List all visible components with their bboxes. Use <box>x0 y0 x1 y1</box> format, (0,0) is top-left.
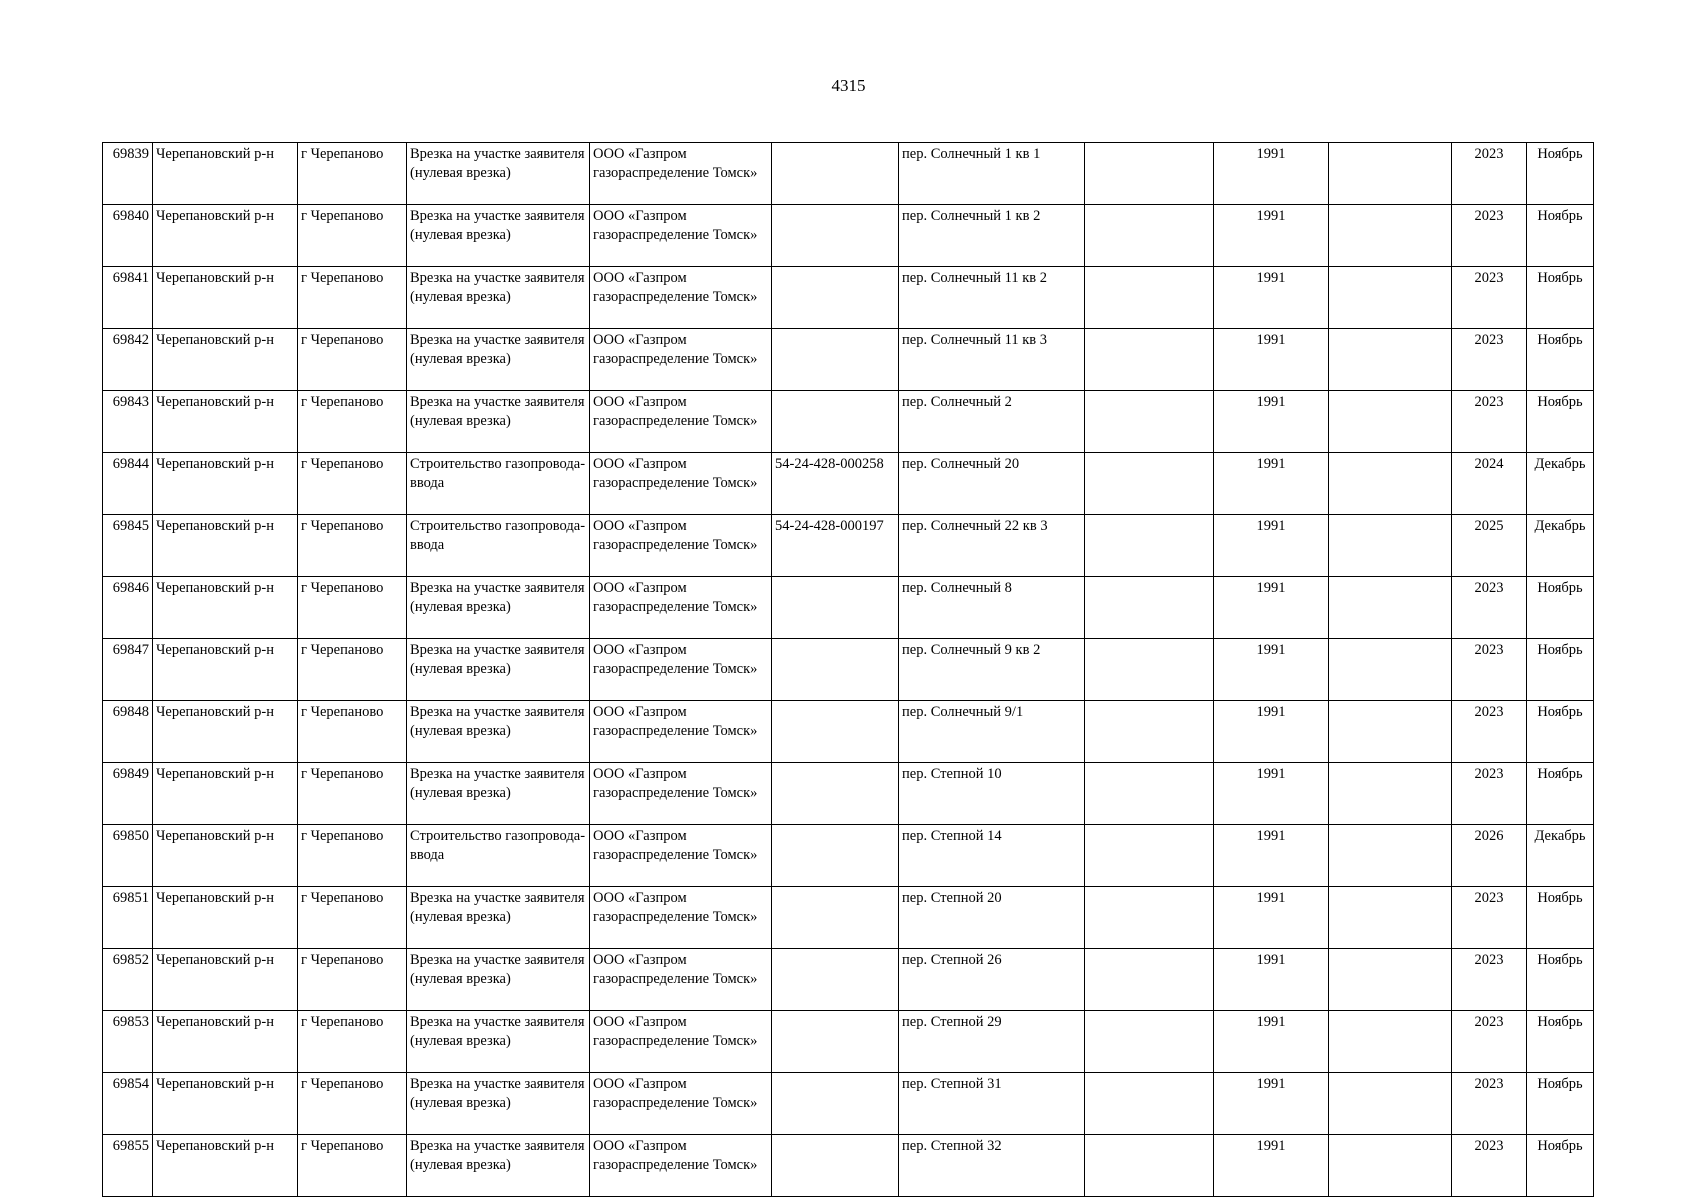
cell-id: 69855 <box>103 1135 153 1197</box>
cell-locality: г Черепаново <box>298 763 407 825</box>
cell-empty <box>1085 949 1214 1011</box>
cell-year-built: 1991 <box>1214 205 1329 267</box>
cell-empty <box>1085 639 1214 701</box>
cell-work-type: Врезка на участке заявителя (нулевая врезка) <box>407 763 590 825</box>
cell-address: пер. Солнечный 9 кв 2 <box>899 639 1085 701</box>
cell-organization: ООО «Газпром газораспределение Томск» <box>590 205 772 267</box>
cell-empty <box>1329 329 1452 391</box>
cell-work-type: Врезка на участке заявителя (нулевая врезка) <box>407 887 590 949</box>
cell-empty <box>1085 1135 1214 1197</box>
table-row <box>103 577 1594 639</box>
cell-empty <box>1329 639 1452 701</box>
cell-plan-year: 2023 <box>1452 391 1527 453</box>
cell-district: Черепановский р-н <box>153 329 298 391</box>
table-row <box>103 639 1594 701</box>
cell-id: 69843 <box>103 391 153 453</box>
table-row <box>103 1135 1594 1197</box>
cell-plan-month: Ноябрь <box>1527 1135 1594 1197</box>
cell-plan-year: 2023 <box>1452 701 1527 763</box>
cell-year-built: 1991 <box>1214 577 1329 639</box>
cell-empty <box>1085 887 1214 949</box>
cell-plan-month: Ноябрь <box>1527 763 1594 825</box>
cell-address: пер. Солнечный 2 <box>899 391 1085 453</box>
cell-address: пер. Солнечный 20 <box>899 453 1085 515</box>
cell-plan-year: 2023 <box>1452 329 1527 391</box>
cell-cadastral-number <box>772 391 899 453</box>
cell-empty <box>1085 205 1214 267</box>
cell-locality: г Черепаново <box>298 949 407 1011</box>
cell-work-type: Врезка на участке заявителя (нулевая врезка) <box>407 1073 590 1135</box>
cell-cadastral-number <box>772 1073 899 1135</box>
table-row <box>103 763 1594 825</box>
cell-cadastral-number: 54-24-428-000258 <box>772 453 899 515</box>
cell-plan-month: Ноябрь <box>1527 143 1594 205</box>
cell-address: пер. Солнечный 1 кв 1 <box>899 143 1085 205</box>
cell-district: Черепановский р-н <box>153 1011 298 1073</box>
cell-empty <box>1329 577 1452 639</box>
cell-empty <box>1329 453 1452 515</box>
cell-year-built: 1991 <box>1214 267 1329 329</box>
table-row <box>103 267 1594 329</box>
cell-locality: г Черепаново <box>298 639 407 701</box>
cell-organization: ООО «Газпром газораспределение Томск» <box>590 1135 772 1197</box>
cell-plan-year: 2023 <box>1452 267 1527 329</box>
cell-plan-year: 2023 <box>1452 1073 1527 1135</box>
cell-locality: г Черепаново <box>298 329 407 391</box>
cell-id: 69844 <box>103 453 153 515</box>
cell-work-type: Строительство газопровода-ввода <box>407 515 590 577</box>
table-row <box>103 825 1594 887</box>
table-row <box>103 949 1594 1011</box>
cell-plan-year: 2025 <box>1452 515 1527 577</box>
cell-empty <box>1085 143 1214 205</box>
cell-work-type: Строительство газопровода-ввода <box>407 825 590 887</box>
cell-year-built: 1991 <box>1214 1135 1329 1197</box>
table-row <box>103 515 1594 577</box>
cell-empty <box>1329 1135 1452 1197</box>
table-row <box>103 453 1594 515</box>
cell-cadastral-number: 54-24-428-000197 <box>772 515 899 577</box>
cell-cadastral-number <box>772 763 899 825</box>
cell-work-type: Врезка на участке заявителя (нулевая врезка) <box>407 329 590 391</box>
cell-locality: г Черепаново <box>298 577 407 639</box>
cell-work-type: Врезка на участке заявителя (нулевая врезка) <box>407 949 590 1011</box>
cell-id: 69839 <box>103 143 153 205</box>
cell-district: Черепановский р-н <box>153 515 298 577</box>
cell-district: Черепановский р-н <box>153 143 298 205</box>
cell-district: Черепановский р-н <box>153 1135 298 1197</box>
cell-empty <box>1329 949 1452 1011</box>
cell-year-built: 1991 <box>1214 701 1329 763</box>
cell-empty <box>1085 453 1214 515</box>
cell-empty <box>1085 1073 1214 1135</box>
cell-work-type: Врезка на участке заявителя (нулевая врезка) <box>407 639 590 701</box>
cell-work-type: Врезка на участке заявителя (нулевая врезка) <box>407 1135 590 1197</box>
cell-plan-month: Ноябрь <box>1527 329 1594 391</box>
cell-cadastral-number <box>772 887 899 949</box>
cell-plan-month: Декабрь <box>1527 515 1594 577</box>
cell-empty <box>1329 701 1452 763</box>
cell-empty <box>1085 391 1214 453</box>
cell-address: пер. Степной 29 <box>899 1011 1085 1073</box>
cell-plan-year: 2023 <box>1452 143 1527 205</box>
cell-district: Черепановский р-н <box>153 577 298 639</box>
cell-id: 69841 <box>103 267 153 329</box>
cell-locality: г Черепаново <box>298 515 407 577</box>
cell-organization: ООО «Газпром газораспределение Томск» <box>590 887 772 949</box>
cell-empty <box>1085 763 1214 825</box>
table-row <box>103 329 1594 391</box>
cell-address: пер. Солнечный 22 кв 3 <box>899 515 1085 577</box>
cell-district: Черепановский р-н <box>153 701 298 763</box>
cell-work-type: Врезка на участке заявителя (нулевая врезка) <box>407 391 590 453</box>
cell-address: пер. Солнечный 11 кв 3 <box>899 329 1085 391</box>
cell-address: пер. Солнечный 9/1 <box>899 701 1085 763</box>
cell-id: 69840 <box>103 205 153 267</box>
cell-id: 69845 <box>103 515 153 577</box>
cell-empty <box>1329 515 1452 577</box>
cell-address: пер. Солнечный 1 кв 2 <box>899 205 1085 267</box>
cell-work-type: Врезка на участке заявителя (нулевая врезка) <box>407 143 590 205</box>
cell-year-built: 1991 <box>1214 763 1329 825</box>
cell-locality: г Черепаново <box>298 267 407 329</box>
cell-organization: ООО «Газпром газораспределение Томск» <box>590 267 772 329</box>
cell-organization: ООО «Газпром газораспределение Томск» <box>590 825 772 887</box>
cell-organization: ООО «Газпром газораспределение Томск» <box>590 701 772 763</box>
cell-plan-year: 2023 <box>1452 639 1527 701</box>
cell-locality: г Черепаново <box>298 1073 407 1135</box>
cell-empty <box>1085 701 1214 763</box>
cell-plan-year: 2023 <box>1452 949 1527 1011</box>
cell-organization: ООО «Газпром газораспределение Томск» <box>590 143 772 205</box>
cell-plan-month: Ноябрь <box>1527 577 1594 639</box>
cell-district: Черепановский р-н <box>153 267 298 329</box>
cell-year-built: 1991 <box>1214 453 1329 515</box>
cell-locality: г Черепаново <box>298 825 407 887</box>
cell-cadastral-number <box>772 639 899 701</box>
cell-year-built: 1991 <box>1214 639 1329 701</box>
cell-cadastral-number <box>772 143 899 205</box>
cell-empty <box>1329 825 1452 887</box>
cell-work-type: Врезка на участке заявителя (нулевая врезка) <box>407 205 590 267</box>
cell-organization: ООО «Газпром газораспределение Томск» <box>590 453 772 515</box>
cell-organization: ООО «Газпром газораспределение Томск» <box>590 329 772 391</box>
cell-empty <box>1329 763 1452 825</box>
cell-organization: ООО «Газпром газораспределение Томск» <box>590 949 772 1011</box>
cell-plan-year: 2023 <box>1452 887 1527 949</box>
cell-id: 69854 <box>103 1073 153 1135</box>
cell-district: Черепановский р-н <box>153 763 298 825</box>
cell-cadastral-number <box>772 701 899 763</box>
cell-organization: ООО «Газпром газораспределение Томск» <box>590 763 772 825</box>
cell-plan-month: Ноябрь <box>1527 639 1594 701</box>
table-row <box>103 887 1594 949</box>
cell-empty <box>1329 143 1452 205</box>
table-row <box>103 701 1594 763</box>
cell-address: пер. Степной 26 <box>899 949 1085 1011</box>
cell-plan-year: 2023 <box>1452 1011 1527 1073</box>
cell-empty <box>1329 887 1452 949</box>
table-row <box>103 1011 1594 1073</box>
cell-address: пер. Степной 20 <box>899 887 1085 949</box>
cell-cadastral-number <box>772 205 899 267</box>
table-row <box>103 143 1594 205</box>
cell-district: Черепановский р-н <box>153 205 298 267</box>
cell-year-built: 1991 <box>1214 329 1329 391</box>
cell-id: 69851 <box>103 887 153 949</box>
cell-locality: г Черепаново <box>298 1011 407 1073</box>
cell-id: 69847 <box>103 639 153 701</box>
cell-plan-month: Ноябрь <box>1527 205 1594 267</box>
cell-year-built: 1991 <box>1214 143 1329 205</box>
cell-organization: ООО «Газпром газораспределение Томск» <box>590 1073 772 1135</box>
cell-id: 69842 <box>103 329 153 391</box>
cell-empty <box>1329 205 1452 267</box>
table-row <box>103 205 1594 267</box>
cell-address: пер. Солнечный 8 <box>899 577 1085 639</box>
cell-year-built: 1991 <box>1214 391 1329 453</box>
cell-district: Черепановский р-н <box>153 1073 298 1135</box>
cell-plan-month: Декабрь <box>1527 453 1594 515</box>
cell-district: Черепановский р-н <box>153 453 298 515</box>
cell-cadastral-number <box>772 1135 899 1197</box>
cell-district: Черепановский р-н <box>153 391 298 453</box>
cell-locality: г Черепаново <box>298 1135 407 1197</box>
cell-year-built: 1991 <box>1214 1073 1329 1135</box>
cell-id: 69846 <box>103 577 153 639</box>
registry-table <box>102 142 1594 1197</box>
cell-organization: ООО «Газпром газораспределение Томск» <box>590 391 772 453</box>
cell-work-type: Врезка на участке заявителя (нулевая врезка) <box>407 267 590 329</box>
cell-empty <box>1329 1073 1452 1135</box>
cell-empty <box>1329 267 1452 329</box>
cell-district: Черепановский р-н <box>153 825 298 887</box>
cell-locality: г Черепаново <box>298 701 407 763</box>
cell-locality: г Черепаново <box>298 887 407 949</box>
cell-cadastral-number <box>772 1011 899 1073</box>
cell-locality: г Черепаново <box>298 391 407 453</box>
cell-cadastral-number <box>772 329 899 391</box>
cell-work-type: Строительство газопровода-ввода <box>407 453 590 515</box>
table-row <box>103 1073 1594 1135</box>
cell-empty <box>1085 329 1214 391</box>
cell-plan-month: Ноябрь <box>1527 391 1594 453</box>
cell-organization: ООО «Газпром газораспределение Томск» <box>590 577 772 639</box>
cell-plan-year: 2024 <box>1452 453 1527 515</box>
cell-id: 69850 <box>103 825 153 887</box>
page-number: 4315 <box>831 76 866 95</box>
cell-work-type: Врезка на участке заявителя (нулевая врезка) <box>407 577 590 639</box>
cell-empty <box>1329 391 1452 453</box>
cell-empty <box>1085 825 1214 887</box>
cell-organization: ООО «Газпром газораспределение Томск» <box>590 515 772 577</box>
cell-year-built: 1991 <box>1214 887 1329 949</box>
cell-plan-year: 2023 <box>1452 577 1527 639</box>
cell-work-type: Врезка на участке заявителя (нулевая врезка) <box>407 701 590 763</box>
cell-year-built: 1991 <box>1214 949 1329 1011</box>
cell-plan-month: Ноябрь <box>1527 887 1594 949</box>
cell-work-type: Врезка на участке заявителя (нулевая врезка) <box>407 1011 590 1073</box>
cell-plan-year: 2023 <box>1452 763 1527 825</box>
cell-empty <box>1085 577 1214 639</box>
cell-organization: ООО «Газпром газораспределение Томск» <box>590 1011 772 1073</box>
table-row <box>103 391 1594 453</box>
cell-address: пер. Степной 14 <box>899 825 1085 887</box>
cell-empty <box>1085 267 1214 329</box>
cell-year-built: 1991 <box>1214 515 1329 577</box>
cell-locality: г Черепаново <box>298 143 407 205</box>
table-body <box>103 143 1594 1197</box>
cell-locality: г Черепаново <box>298 453 407 515</box>
cell-address: пер. Степной 31 <box>899 1073 1085 1135</box>
cell-address: пер. Степной 32 <box>899 1135 1085 1197</box>
cell-year-built: 1991 <box>1214 1011 1329 1073</box>
cell-empty <box>1085 515 1214 577</box>
cell-cadastral-number <box>772 825 899 887</box>
cell-district: Черепановский р-н <box>153 949 298 1011</box>
cell-id: 69852 <box>103 949 153 1011</box>
cell-cadastral-number <box>772 949 899 1011</box>
cell-plan-year: 2023 <box>1452 205 1527 267</box>
cell-plan-month: Ноябрь <box>1527 1011 1594 1073</box>
cell-empty <box>1085 1011 1214 1073</box>
cell-id: 69853 <box>103 1011 153 1073</box>
cell-district: Черепановский р-н <box>153 639 298 701</box>
cell-cadastral-number <box>772 267 899 329</box>
cell-plan-month: Декабрь <box>1527 825 1594 887</box>
cell-id: 69848 <box>103 701 153 763</box>
cell-plan-year: 2023 <box>1452 1135 1527 1197</box>
cell-plan-month: Ноябрь <box>1527 701 1594 763</box>
cell-plan-month: Ноябрь <box>1527 1073 1594 1135</box>
cell-address: пер. Солнечный 11 кв 2 <box>899 267 1085 329</box>
cell-plan-year: 2026 <box>1452 825 1527 887</box>
cell-year-built: 1991 <box>1214 825 1329 887</box>
cell-address: пер. Степной 10 <box>899 763 1085 825</box>
cell-organization: ООО «Газпром газораспределение Томск» <box>590 639 772 701</box>
cell-plan-month: Ноябрь <box>1527 267 1594 329</box>
cell-id: 69849 <box>103 763 153 825</box>
cell-empty <box>1329 1011 1452 1073</box>
cell-district: Черепановский р-н <box>153 887 298 949</box>
cell-cadastral-number <box>772 577 899 639</box>
cell-plan-month: Ноябрь <box>1527 949 1594 1011</box>
cell-locality: г Черепаново <box>298 205 407 267</box>
